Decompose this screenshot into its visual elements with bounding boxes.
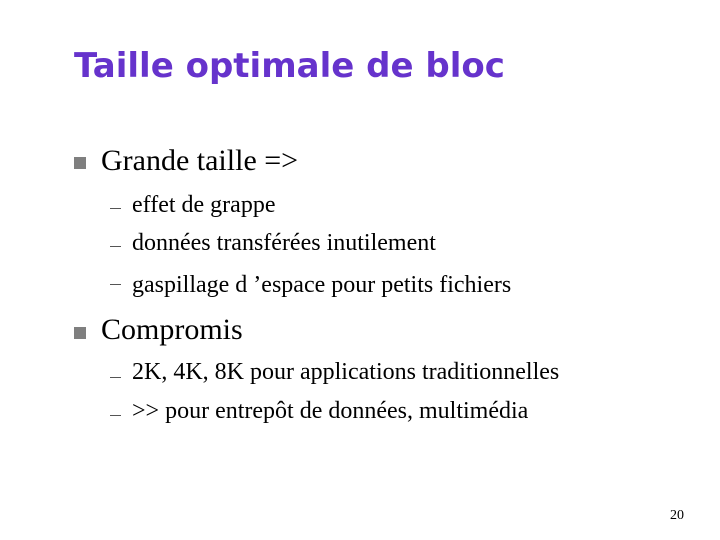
bullet-compromis: Compromis <box>101 313 243 346</box>
bullet-grande-taille: Grande taille => <box>101 144 299 177</box>
sub-item: 2K, 4K, 8K pour applications traditionnelles <box>132 359 560 385</box>
dash-bullet-icon <box>110 284 121 285</box>
slide-title: Taille optimale de bloc <box>74 46 505 86</box>
dash-bullet-icon <box>110 246 121 247</box>
square-bullet-icon <box>74 157 86 169</box>
sub-item: données transférées inutilement <box>132 230 436 256</box>
sub-item: >> pour entrepôt de données, multimédia <box>132 398 529 424</box>
dash-bullet-icon <box>110 415 121 416</box>
sub-item: gaspillage d ’espace pour petits fichiers <box>132 272 512 298</box>
dash-bullet-icon <box>110 377 121 378</box>
dash-bullet-icon <box>110 208 121 209</box>
sub-item: effet de grappe <box>132 192 276 218</box>
page-number: 20 <box>670 508 684 523</box>
square-bullet-icon <box>74 327 86 339</box>
